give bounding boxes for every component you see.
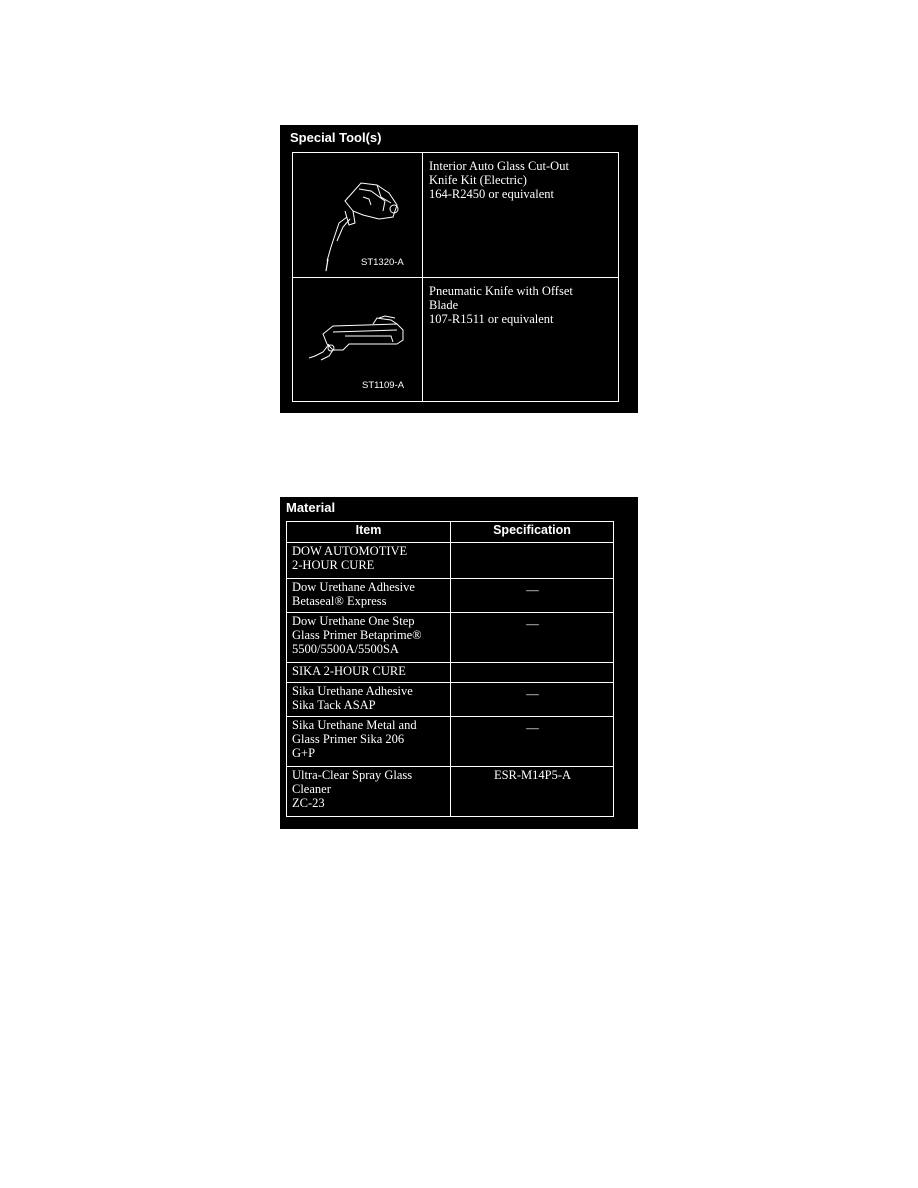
material-panel [280,497,638,829]
table-row [287,613,614,663]
table-header-row [287,522,614,543]
tool-image-code: ST1320-A [361,257,404,268]
table-row [287,683,614,717]
table-row [287,663,614,683]
item-cell: Dow Urethane One Step Glass Primer Betaprime® 5500/5500A/5500SA [287,613,451,663]
item-cell: Ultra-Clear Spray Glass Cleaner ZC-23 [287,767,451,817]
table-row [287,717,614,767]
spec-cell [451,663,614,683]
tool-row [293,278,618,401]
spec-cell: — [451,683,614,717]
table-row [287,767,614,817]
spec-cell: — [451,717,614,767]
material-title: Material [286,500,336,515]
item-cell: Sika Urethane Adhesive Sika Tack ASAP [287,683,451,717]
column-header-specification: Specification [451,522,614,543]
tool-description: Pneumatic Knife with Offset Blade 107-R1511 or equivalent [429,284,573,326]
special-tools-title: Special Tool(s) [290,130,382,145]
item-cell: DOW AUTOMOTIVE 2-HOUR CURE [287,543,451,579]
tool-description: Interior Auto Glass Cut-Out Knife Kit (Electric) 164-R2450 or equivalent [429,159,569,201]
special-tools-panel [280,125,638,413]
column-header-item: Item [287,522,451,543]
special-tools-table [292,152,619,402]
tool-image-code: ST1109-A [362,380,405,391]
spec-cell: — [451,613,614,663]
spec-cell [451,543,614,579]
spec-cell: — [451,579,614,613]
material-table [286,521,614,817]
table-row [287,543,614,579]
item-cell: SIKA 2-HOUR CURE [287,663,451,683]
table-row [287,579,614,613]
item-cell: Dow Urethane Adhesive Betaseal® Express [287,579,451,613]
tool-image-cell [293,153,423,277]
tool-image-cell [293,278,423,401]
tool-row [293,153,618,278]
spec-cell: ESR-M14P5-A [451,767,614,817]
item-cell: Sika Urethane Metal and Glass Primer Sika 206 G+P [287,717,451,767]
